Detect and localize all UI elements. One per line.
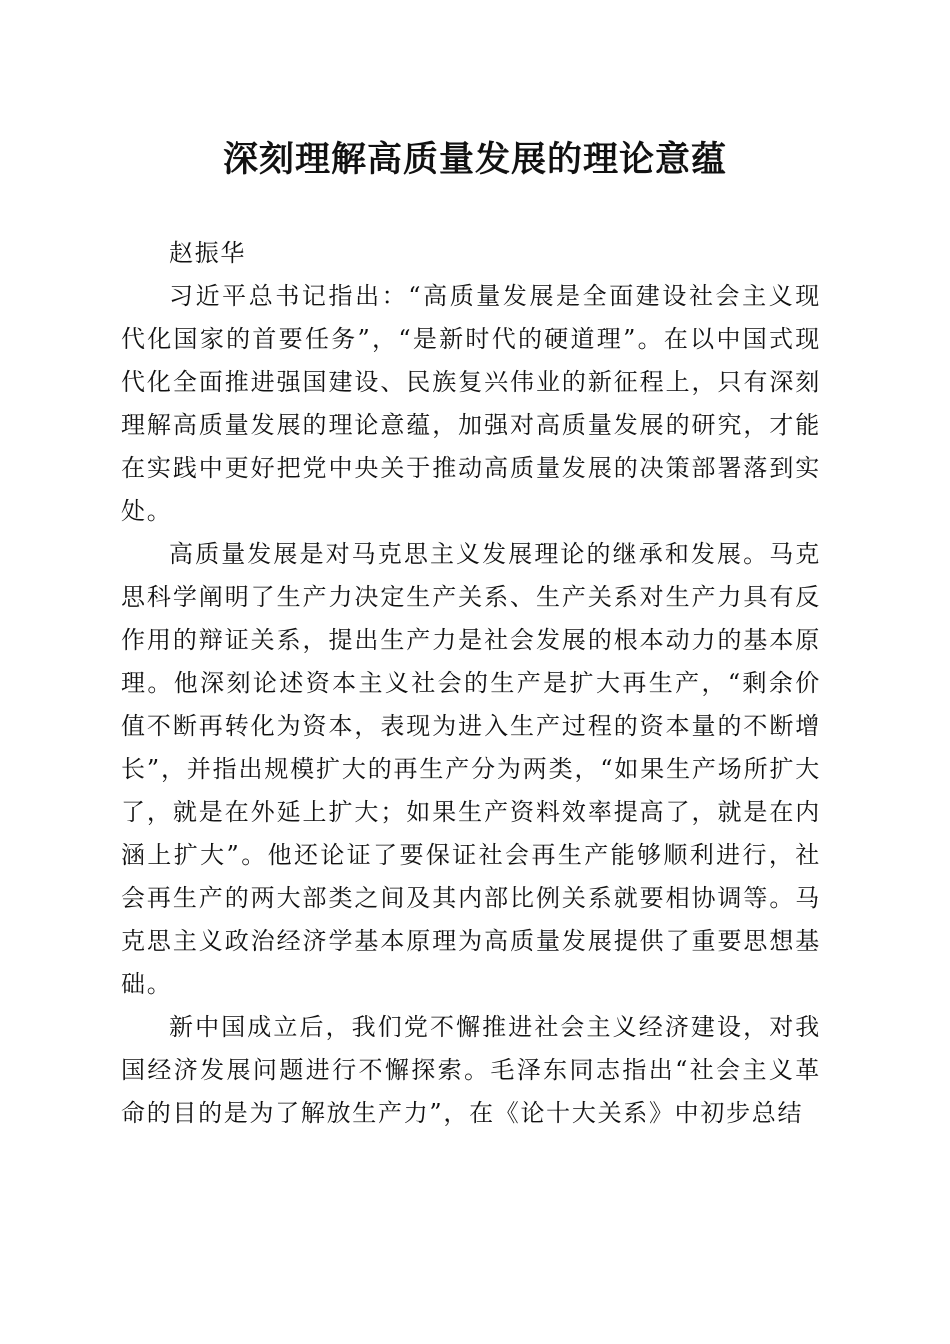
document-title: 深刻理解高质量发展的理论意蕴 <box>222 139 727 180</box>
author-line: 赵振华 <box>169 239 247 267</box>
paragraph: 习近平总书记指出：“高质量发展是全面建设社会主义现代化国家的首要任务”，“是新时代的硬道理”。在以中国式现代化全面推进强国建设、民族复兴伟业的新征程上，只有深刻理解高质量发展的理论意蕴，加强对高质量发展的研究，才能在实践中更好把党中央关于推动高质量发展的决策部署落到实处。 <box>121 282 821 525</box>
paragraph: 新中国成立后，我们党不懈推进社会主义经济建设，对我国经济发展问题进行不懈探索。毛泽东同志指出“社会主义革命的目的是为了解放生产力”，在《论十大关系》中初步总结 <box>121 1013 821 1127</box>
document-body <box>121 232 821 1135</box>
paragraph: 高质量发展是对马克思主义发展理论的继承和发展。马克思科学阐明了生产力决定生产关系、生产关系对生产力具有反作用的辩证关系，提出生产力是社会发展的根本动力的基本原理。他深刻论述资本主义社会的生产是扩大再生产，“剩余价值不断再转化为资本，表现为进入生产过程的资本量的不断增长”，并指出规模扩大的再生产分为两类，“如果生产场所扩大了，就是在外延上扩大；如果生产资料效率提高了，就是在内涵上扩大”。他还论证了要保证社会再生产能够顺利进行，社会再生产的两大部类之间及其内部比例关系就要相协调等。马克思主义政治经济学基本原理为高质量发展提供了重要思想基础。 <box>121 540 821 998</box>
